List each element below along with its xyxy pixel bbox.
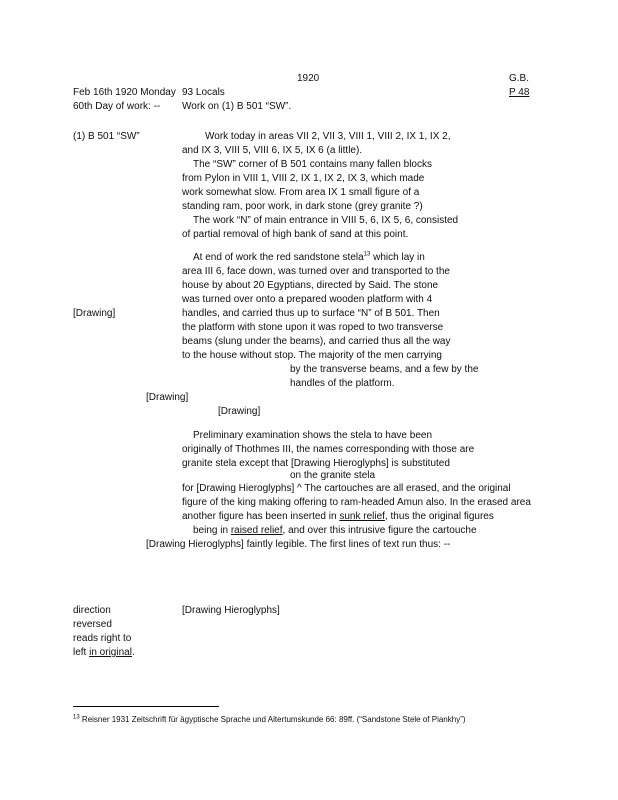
underlined-term: in original [89,647,132,658]
margin-note-line: reversed [73,619,112,630]
margin-note-line: reads right to [73,633,132,644]
para2-text: which lay in [370,252,425,263]
para1-line: from Pylon in VIII 1, VIII 2, IX 1, IX 2, IX 3, which made [182,173,425,184]
para3-line [182,510,494,523]
underlined-term: sunk relief [339,511,385,522]
para3-line: granite stela except that [Drawing Hieroglyphs] is substituted [182,458,450,469]
para3-text: another figure has been inserted in [182,511,340,522]
locals-count: 93 Locals [182,87,225,98]
para2-text: At end of work the red sandstone stela [193,252,364,263]
para3-line: Preliminary examination shows the stela to have been [193,430,433,441]
para2-line: handles of the platform. [290,378,395,389]
para2-line: was turned over onto a prepared wooden platform with 4 [182,294,433,305]
para1-line: standing ram, poor work, in dark stone (grey granite ?) [182,201,423,212]
footnote-divider [73,706,219,707]
para3-line: for [Drawing Hieroglyphs] ^ The cartouches are all erased, and the original [182,483,511,494]
para2-first-line [193,251,425,264]
para2-line: to the house without stop. The majority of the men carrying [182,350,442,361]
footnote [73,713,466,726]
section-label: (1) B 501 “SW” [73,131,140,142]
para3-line [193,524,477,537]
para1-line: of partial removal of high bank of sand at this point. [182,229,409,240]
initials: G.B. [509,73,530,84]
drawing-placeholder: [Drawing] [218,406,261,417]
para1-line: The work “N” of main entrance in VIII 5, 6, IX 5, 6, consisted [193,215,459,226]
para3-line: figure of the king making offering to ram-headed Amun also. In the erased area [182,497,531,508]
footnote-text: Reisner 1931 Zeitschrift für ägyptische Sprache und Altertumskunde 66: 89ff. (“Sandstone Stele of Piankhy”) [79,715,466,724]
insertion-note: on the granite stela [290,470,376,481]
para2-line: handles, and carried thus up to surface “N” of B 501. Then [182,308,440,319]
footnote-ref: 13 [363,251,371,258]
para2-line: area III 6, face down, was turned over and transported to the [182,266,450,277]
page-reference: P 48 [509,87,530,98]
day-of-work: 60th Day of work: -- [73,101,161,112]
para3-text: , and over this intrusive figure the cartouche [282,525,477,536]
margin-note-text: left [73,647,90,658]
margin-note-line: direction [73,605,111,616]
margin-note-line [73,646,135,659]
para1-line: Work today in areas VII 2, VII 3, VIII 1, VIII 2, IX 1, IX 2, [205,131,451,142]
para3-line: [Drawing Hieroglyphs] faintly legible. The first lines of text run thus: -- [146,539,451,550]
year-heading: 1920 [297,73,320,84]
drawing-placeholder: [Drawing] [146,392,189,403]
margin-note-text: . [131,647,135,658]
drawing-placeholder: [Drawing] [73,308,116,319]
para2-line: by the transverse beams, and a few by the [290,364,479,375]
para3-text: , thus the original figures [384,511,494,522]
footnote-number: 13 [73,714,80,721]
para2-line: house by about 20 Egyptians, directed by Said. The stone [182,280,439,291]
para1-line: The “SW” corner of B 501 contains many fallen blocks [193,159,432,170]
para3-line: originally of Thothmes III, the names corresponding with those are [182,444,475,455]
para1-line: and IX 3, VIII 5, VIII 6, IX 5, IX 6 (a little). [182,145,363,156]
para3-text: being in [193,525,231,536]
para2-line: the platform with stone upon it was roped to two transverse [182,322,444,333]
para2-line: beams (slung under the beams), and carried thus all the way [182,336,451,347]
work-on-line: Work on (1) B 501 “SW”. [182,101,292,112]
para1-line: work somewhat slow. From area IX 1 small figure of a [182,187,420,198]
hieroglyphs-placeholder: [Drawing Hieroglyphs] [182,605,280,616]
underlined-term: raised relief [230,525,283,536]
date-line: Feb 16th 1920 Monday [73,87,176,98]
